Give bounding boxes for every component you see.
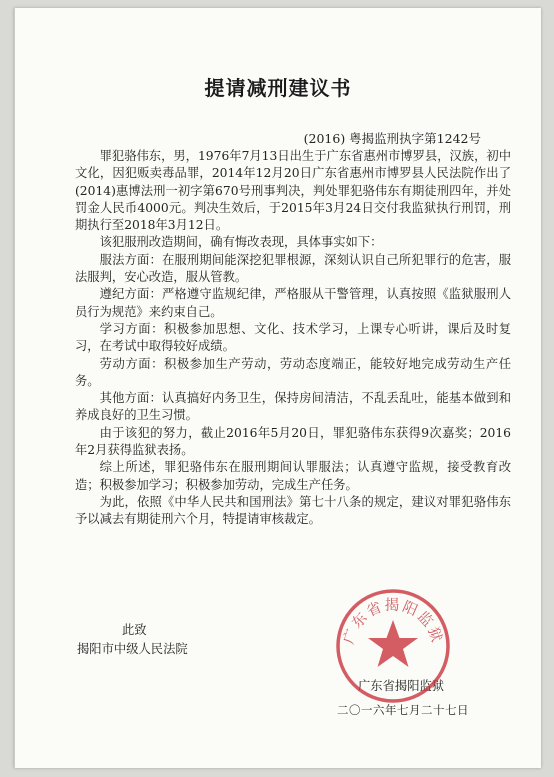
- body-paragraph: 为此，依照《中华人民共和国刑法》第七十八条的规定，建议对罪犯骆伟东予以减去有期徒刑六个月，特提请审核裁定。: [75, 494, 511, 527]
- document-title: 提请减刑建议书: [204, 76, 352, 100]
- document-date: 二〇一六年七月二十七日: [337, 703, 469, 717]
- document-number: (2016) 粤揭监刑执字第1242号: [303, 131, 481, 146]
- recipient-court: 揭阳市中级人民法院: [77, 642, 188, 656]
- document-body: [75, 148, 511, 529]
- body-paragraph: 该犯服刑改造期间，确有悔改表现，具体事实如下：: [99, 235, 383, 250]
- body-paragraph: 学习方面：积极参加思想、文化、技术学习，上课专心听讲，课后及时复习，在考试中取得较好成绩。: [75, 321, 511, 354]
- body-paragraph: 综上所述，罪犯骆伟东在服刑期间认罪服法；认真遵守监规，接受教育改造；积极参加学习；积极参加劳动，完成生产任务。: [75, 460, 511, 492]
- body-paragraph: 服法方面：在服刑期间能深挖犯罪根源，深刻认识自己所犯罪行的危害，服法服判，安心改造，服从管教。: [75, 252, 511, 285]
- official-seal-icon: [333, 586, 453, 706]
- closing-salutation: 此致: [122, 623, 147, 637]
- body-paragraph: 遵纪方面：严格遵守监规纪律，严格服从干警管理，认真按照《监狱服刑人员行为规范》来约束自己。: [75, 287, 511, 319]
- body-paragraph: 罪犯骆伟东，男，1976年7月13日出生于广东省惠州市博罗县，汉族，初中文化，因犯贩卖毒品罪，2014年12月20日广东省惠州市博罗县人民法院作出了(2014)惠博法刑一初字第670号刑事判决，判处罪犯骆伟东有期徒刑四年，并处罚金人民币4000元。判决生效后，于2015年3月24日交付我监狱执行刑罚，刑期执行至2018年3月12日。: [75, 149, 511, 233]
- seal-text: 广东省揭阳监狱: [341, 598, 445, 647]
- body-paragraph: 劳动方面：积极参加生产劳动，劳动态度端正，能较好地完成劳动生产任务。: [75, 356, 511, 388]
- issuer-name: 广东省揭阳监狱: [358, 679, 445, 693]
- seal-star-icon: [368, 620, 418, 667]
- body-paragraph: 由于该犯的努力，截止2016年5月20日，罪犯骆伟东获得9次嘉奖；2016年2月获得监狱表扬。: [75, 425, 511, 458]
- body-paragraph: 其他方面：认真搞好内务卫生，保持房间清洁，不乱丢乱吐，能基本做到和养成良好的卫生习惯。: [75, 391, 511, 423]
- document-page: [14, 8, 541, 768]
